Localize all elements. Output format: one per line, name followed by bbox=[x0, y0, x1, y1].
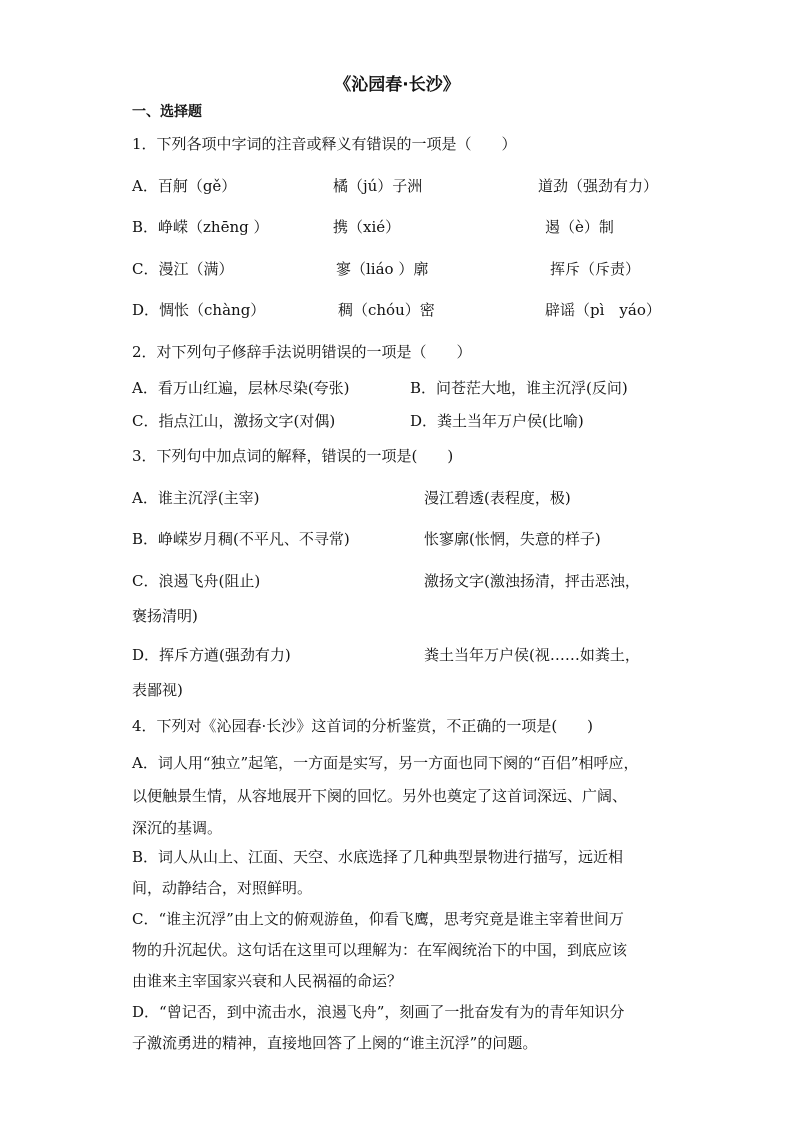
q3-option-d-part2: 粪土当年万户侯(视……如粪土， bbox=[424, 646, 640, 664]
question-4-stem: 4．下列对《沁园春·长沙》这首词的分析鉴赏，不正确的一项是( ) bbox=[132, 717, 594, 735]
q3-option-c-continued: 褒扬清明) bbox=[132, 607, 198, 625]
section-heading: 一、选择题 bbox=[132, 104, 202, 120]
q3-option-d-continued: 表鄙视) bbox=[132, 681, 183, 699]
q2-option-b: B．问苍茫大地，谁主沉浮(反问) bbox=[410, 379, 628, 397]
q1-option-c-part3: 挥斥（斥责） bbox=[550, 260, 641, 278]
page-title: 《沁园春·长沙》 bbox=[334, 75, 460, 95]
q1-option-b-part1: B．峥嵘（zhēng ） bbox=[132, 218, 269, 236]
q1-option-a-part1: A．百舸（gě） bbox=[132, 177, 237, 195]
q1-option-a-part2: 橘（jú）子洲 bbox=[333, 177, 423, 195]
q4-option-c-line3: 由谁来主宰国家兴衰和人民祸福的命运？ bbox=[132, 972, 403, 990]
q4-option-a-line3: 深沉的基调。 bbox=[132, 819, 223, 837]
q2-option-c: C．指点江山，激扬文字(对偶) bbox=[132, 412, 336, 430]
q3-option-c-part2: 激扬文字(激浊扬清，抨击恶浊， bbox=[424, 572, 640, 590]
q4-option-d-line2: 子激流勇进的精神，直接地回答了上阕的“谁主沉浮”的问题。 bbox=[132, 1034, 538, 1052]
q3-option-c: C．浪遏飞舟(阻止) bbox=[132, 572, 261, 590]
question-2-stem: 2．对下列句子修辞手法说明错误的一项是（ ） bbox=[132, 343, 472, 361]
q3-option-b-part2: 怅寥廓(怅惘，失意的样子) bbox=[424, 530, 601, 548]
question-1-stem: 1．下列各项中字词的注音或释义有错误的一项是（ ） bbox=[132, 135, 517, 153]
q1-option-c-part1: C．漫江（满） bbox=[132, 260, 234, 278]
q4-option-d-line1: D．“曾记否，到中流击水，浪遏飞舟”，刻画了一批奋发有为的青年知识分 bbox=[132, 1003, 625, 1021]
q1-option-b-part3: 遏（è）制 bbox=[545, 218, 614, 236]
question-3-stem: 3．下列句中加点词的解释，错误的一项是( ) bbox=[132, 447, 454, 465]
q1-option-a-part3: 道劲（强劲有力） bbox=[538, 177, 659, 195]
q1-option-d-part2: 稠（chóu）密 bbox=[338, 301, 435, 319]
q1-option-b-part2: 携（xié） bbox=[333, 218, 401, 236]
q1-option-c-part2: 寥（liáo ）廓 bbox=[336, 260, 429, 278]
q3-option-a-part2: 漫江碧透(表程度，极) bbox=[424, 489, 571, 507]
q4-option-a-line2: 以便触景生情，从容地展开下阕的回忆。另外也奠定了这首词深远、广阔、 bbox=[132, 787, 628, 805]
q4-option-b-line2: 间，动静结合，对照鲜明。 bbox=[132, 879, 313, 897]
q3-option-d: D．挥斥方遒(强劲有力) bbox=[132, 646, 291, 664]
q4-option-c-line2: 物的升沉起伏。这句话在这里可以理解为：在军阀统治下的中国，到底应该 bbox=[132, 941, 628, 959]
q3-option-b: B．峥嵘岁月稠(不平凡、不寻常) bbox=[132, 530, 350, 548]
q1-option-d-part3: 辟谣（pì yáo） bbox=[545, 301, 661, 319]
q2-option-a: A．看万山红遍，层林尽染(夸张) bbox=[132, 379, 350, 397]
q1-option-d-part1: D．惆怅（chàng） bbox=[132, 301, 266, 319]
q3-option-a: A．谁主沉浮(主宰) bbox=[132, 489, 260, 507]
q4-option-c-line1: C．“谁主沉浮”由上文的俯观游鱼，仰看飞鹰，思考究竟是谁主宰着世间万 bbox=[132, 910, 624, 928]
q4-option-a-line1: A．词人用“独立”起笔，一方面是实写，另一方面也同下阕的“百侣”相呼应， bbox=[132, 754, 639, 772]
q4-option-b-line1: B．词人从山上、江面、天空、水底选择了几种典型景物进行描写，远近相 bbox=[132, 848, 624, 866]
q2-option-d: D．粪土当年万户侯(比喻) bbox=[410, 412, 584, 430]
